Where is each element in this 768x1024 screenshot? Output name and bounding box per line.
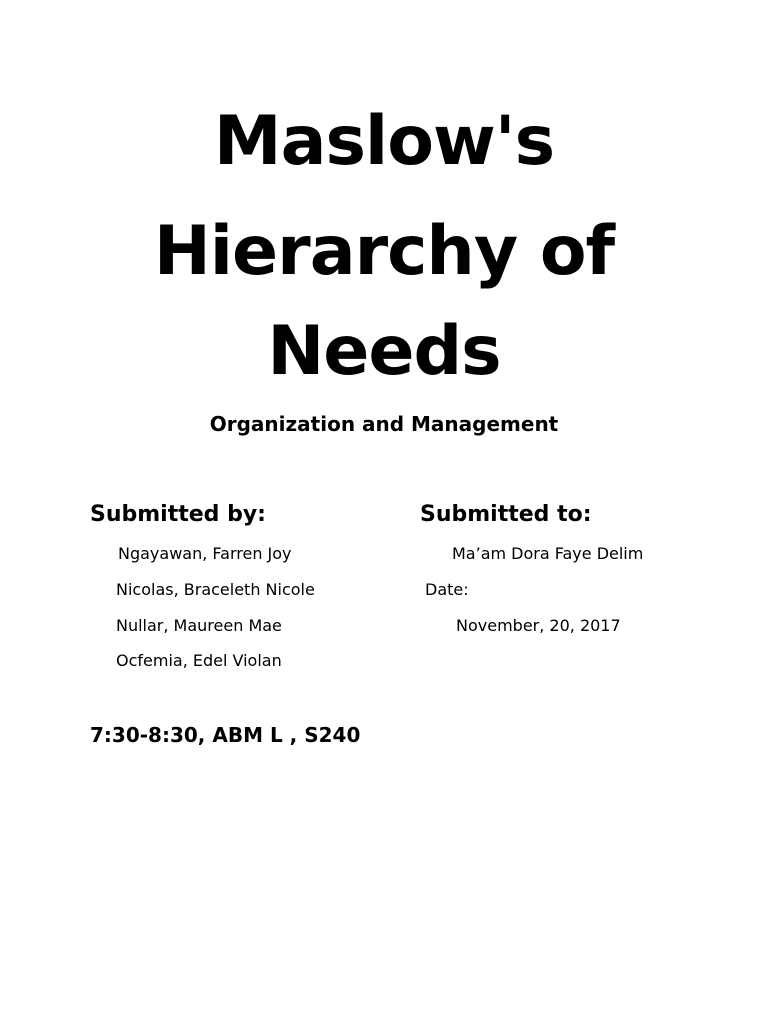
title-line-2: Hierarchy of — [153, 212, 615, 291]
recipient-name: Ma’am Dora Faye Delim — [452, 544, 644, 563]
date-value: November, 20, 2017 — [456, 616, 621, 635]
class-schedule: 7:30-8:30, ABM L , S240 — [90, 723, 361, 747]
subtitle: Organization and Management — [209, 412, 559, 436]
submitter-name-3: Nullar, Maureen Mae — [116, 616, 282, 635]
submitted-by-heading: Submitted by: — [90, 502, 266, 527]
submitter-name-4: Ocfemia, Edel Violan — [116, 651, 282, 670]
submitter-name-1: Ngayawan, Farren Joy — [118, 544, 292, 563]
date-label: Date: — [425, 580, 469, 599]
submitter-name-2: Nicolas, Braceleth Nicole — [116, 580, 315, 599]
submitted-to-heading: Submitted to: — [420, 502, 592, 527]
title-line-1: Maslow's — [213, 102, 555, 181]
title-line-3: Needs — [267, 312, 501, 391]
